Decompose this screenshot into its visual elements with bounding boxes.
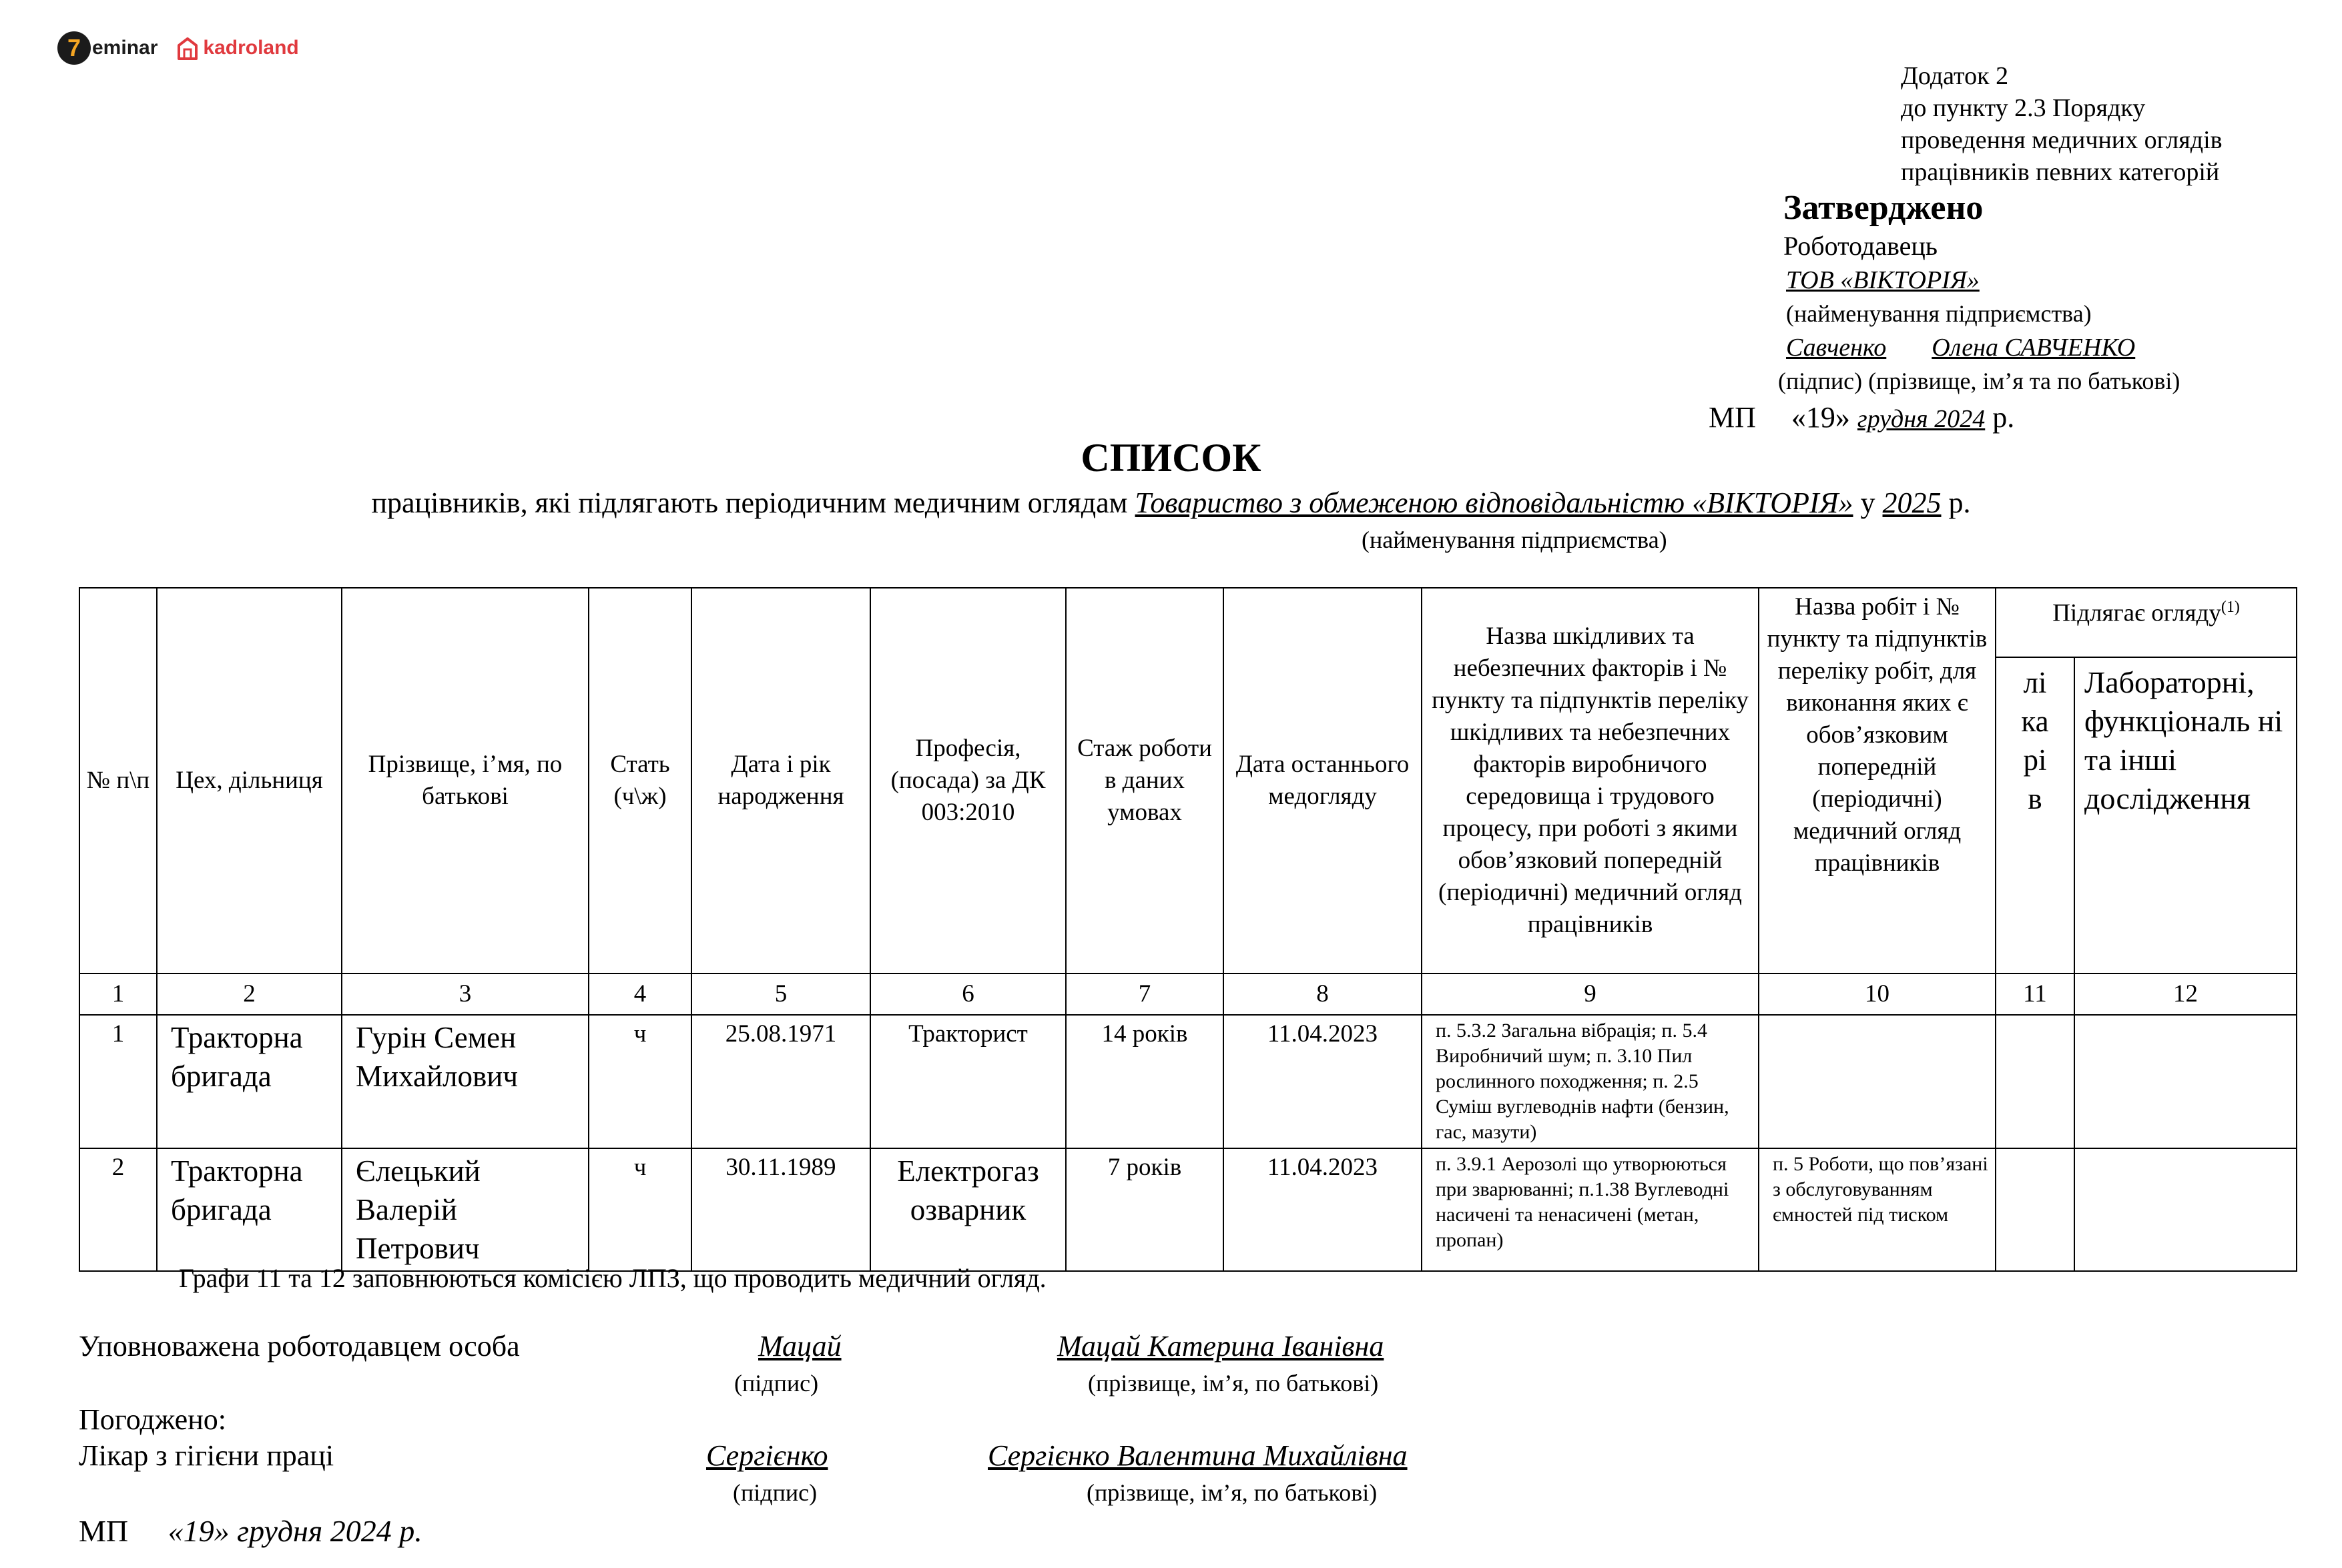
authorized-signature: Мацай [758,1330,842,1362]
header-doctors [1996,657,2074,973]
col-number: 5 [691,973,870,1015]
row-num: 1 [79,1015,157,1148]
table-row [79,1015,2297,1148]
header-subject-sup: (1) [2221,599,2240,616]
row-sex: ч [589,1148,691,1271]
seminar-logo-mark: 7 [57,31,91,65]
row-experience: 14 років [1066,1015,1223,1148]
header-doctors-line: в [2028,782,2042,815]
header-logos [57,27,299,69]
header-profession: Професія, (посада) за ДК 003:2010 [870,588,1066,973]
seminar-logo [57,31,158,65]
col-number: 10 [1759,973,1996,1015]
subtitle-company: Товариство з обмеженою відповідальністю «ВІКТОРІЯ» [1135,486,1853,519]
document-subtitle [0,486,2342,520]
kadroland-logo-text: kadroland [203,37,299,59]
kadroland-logo [176,36,298,60]
bottom-date: «19» грудня 2024 р. [168,1514,422,1548]
header-last-exam: Дата останнього медогляду [1223,588,1422,973]
approval-role: Роботодавець [1783,231,1938,261]
header-works: Назва робіт і № пункту та підпунктів переліку робіт, для виконання яких є обов’язковим попередній (періодичні) медичний огляд працівників [1759,588,1996,973]
bottom-mp: МП [79,1514,129,1548]
subtitle-mid: у [1853,486,1883,519]
header-subject-text: Підлягає огляду [2052,599,2221,627]
seminar-logo-text: eminar [92,37,158,59]
subtitle-caption: (найменування підприємства) [1362,526,1667,553]
row-dob: 30.11.1989 [691,1148,870,1271]
agreed-label: Погоджено: [79,1403,226,1436]
col-number: 3 [342,973,589,1015]
col-number: 6 [870,973,1066,1015]
agreed-signature: Сергієнко [706,1439,828,1472]
header-dob: Дата і рік народження [691,588,870,973]
col-number: 9 [1422,973,1759,1015]
row-dob: 25.08.1971 [691,1015,870,1148]
row-name: Гурін Семен Михайлович [342,1015,589,1148]
row-doctors [1996,1148,2074,1271]
col-number: 1 [79,973,157,1015]
row-doctors [1996,1015,2074,1148]
row-works [1759,1015,1996,1148]
kadroland-logo-icon [176,36,199,60]
approval-mp: МП [1709,401,1756,434]
approval-signer-name: Олена САВЧЕНКО [1932,334,2136,362]
row-last-exam: 11.04.2023 [1223,1015,1422,1148]
agreed-signature-caption: (підпис) [733,1479,818,1506]
authorized-signature-caption: (підпис) [734,1370,819,1397]
header-subject [1996,588,2297,657]
agreed-name-caption: (прізвище, ім’я, по батькові) [1087,1479,1378,1506]
header-sex: Стать (ч\ж) [589,588,691,973]
row-last-exam: 11.04.2023 [1223,1148,1422,1271]
col-number: 2 [157,973,342,1015]
approval-company-caption: (найменування підприємства) [1786,300,2092,327]
row-profession: Електрогаз озварник [870,1148,1066,1271]
header-doctors-line: лі [2023,666,2047,699]
annex-block [1901,60,2223,188]
document-title: СПИСОК [1081,436,1261,480]
annex-line: до пункту 2.3 Порядку [1901,94,2146,122]
header-num: № п\п [79,588,157,973]
annex-line: проведення медичних оглядів [1901,126,2223,154]
agreed-full-name: Сергієнко Валентина Михайлівна [988,1439,1408,1472]
approval-title: Затверджено [1783,189,1984,227]
approval-date-line [1709,400,2014,434]
row-name: Єлецький Валерій Петрович [342,1148,589,1271]
row-sex: ч [589,1015,691,1148]
row-shop: Тракторна бригада [157,1015,342,1148]
col-number: 11 [1996,973,2074,1015]
subtitle-prefix: працівників, які підлягають періодичним медичним оглядам [371,486,1135,519]
table-row [79,1148,2297,1271]
agreed-role: Лікар з гігієни праці [79,1439,334,1472]
table-note: Графи 11 та 12 заповнюються комісією ЛПЗ, що проводить медичний огляд. [179,1263,1047,1293]
approval-block [1778,187,2180,398]
header-doctors-line: ка [2021,705,2049,738]
approval-signature-caption: (підпис) (прізвище, ім’я та по батькові) [1778,368,2180,394]
annex-line: працівників певних категорій [1901,158,2220,186]
annex-line: Додаток 2 [1901,62,2009,90]
header-shop: Цех, дільниця [157,588,342,973]
row-works: п. 5 Роботи, що пов’язані з обслуговуванням ємностей під тиском [1759,1148,1996,1271]
row-lab [2074,1015,2297,1148]
header-doctors-line: рі [2023,743,2047,777]
header-name: Прізвище, і’мя, по батькові [342,588,589,973]
authorized-label: Уповноважена роботодавцем особа [79,1330,520,1362]
header-lab: Лабораторні, функціональ ні та інші дослідження [2074,657,2297,973]
row-shop: Тракторна бригада [157,1148,342,1271]
row-profession: Тракторист [870,1015,1066,1148]
approval-company: ТОВ «ВІКТОРІЯ» [1786,266,1980,294]
approval-date-month-year: грудня 2024 [1857,405,1986,433]
row-num: 2 [79,1148,157,1271]
column-number-row [79,973,2297,1015]
bottom-date-line [79,1513,422,1549]
approval-signature: Савченко [1786,334,1887,362]
employee-list-table [79,587,2297,1272]
col-number: 7 [1066,973,1223,1015]
authorized-name-caption: (прізвище, ім’я, по батькові) [1088,1370,1379,1397]
col-number: 8 [1223,973,1422,1015]
header-factors: Назва шкідливих та небезпечних факторів і № пункту та підпунктів переліку шкідливих та небезпечних факторів виробничого середовища і трудового процесу, при роботі з якими обов’язковий попередній (періодичні) медичний огляд працівників [1422,588,1759,973]
row-factors: п. 3.9.1 Аерозолі що утворюються при зварюванні; п.1.38 Вуглеводні насичені та ненасичені (метан, пропан) [1422,1148,1759,1271]
approval-date-day: «19» [1791,401,1850,434]
row-lab [2074,1148,2297,1271]
header-experience: Стаж роботи в даних умовах [1066,588,1223,973]
col-number: 4 [589,973,691,1015]
approval-date-suffix: р. [1992,401,2015,434]
subtitle-suffix: р. [1941,486,1971,519]
row-factors: п. 5.3.2 Загальна вібрація; п. 5.4 Виробничий шум; п. 3.10 Пил рослинного походження; п. 2.5 Суміш вуглеводнів нафти (бензин, гас, мазути) [1422,1015,1759,1148]
authorized-full-name: Мацай Катерина Іванівна [1057,1330,1384,1362]
table-header-row [79,588,2297,657]
col-number: 12 [2074,973,2297,1015]
row-experience: 7 років [1066,1148,1223,1271]
subtitle-year: 2025 [1882,486,1942,519]
